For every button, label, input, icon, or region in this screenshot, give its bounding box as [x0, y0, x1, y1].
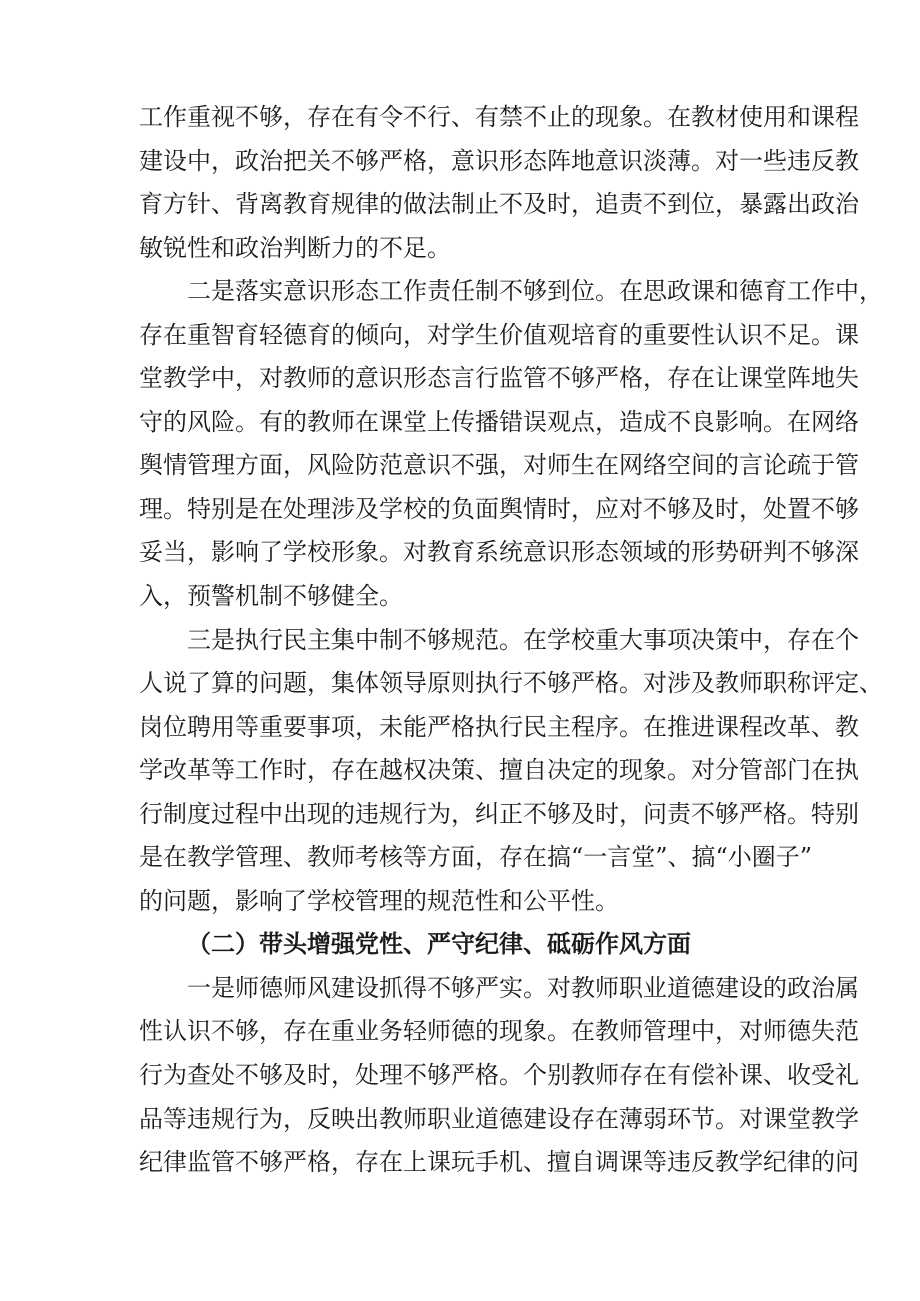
body-text-line: 性认识不够，存在重业务轻师德的现象。在教师管理中，对师德失范: [139, 1017, 859, 1046]
paragraph-start-line: 二是落实意识形态工作责任制不够到位。在思政课和德育工作中，: [187, 277, 883, 306]
body-text-line: 存在重智育轻德育的倾向，对学生价值观培育的重要性认识不足。课: [139, 320, 859, 349]
body-text-line: 人说了算的问题，集体领导原则执行不够严格。对涉及教师职称评定、: [139, 669, 883, 698]
paragraph-end-line: 敏锐性和政治判断力的不足。: [139, 233, 451, 262]
body-text-line: 守的风险。有的教师在课堂上传播错误观点，造成不良影响。在网络: [139, 407, 859, 436]
body-text-line: 育方针、背离教育规律的做法制止不及时，追责不到位，暴露出政治: [139, 190, 859, 219]
body-text-line: 舆情管理方面，风险防范意识不强，对师生在网络空间的言论疏于管: [139, 451, 859, 480]
paragraph-start-line: 一是师德师风建设抓得不够严实。对教师职业道德建设的政治属: [187, 973, 859, 1002]
body-text-line: 是在教学管理、教师考核等方面，存在搞“一言堂”、搞“小圈子”: [139, 843, 813, 872]
body-text-line: 建设中，政治把关不够严格，意识形态阵地意识淡薄。对一些违反教: [139, 146, 859, 175]
paragraph-end-line: 的问题，影响了学校管理的规范性和公平性。: [139, 886, 619, 915]
section-heading: （二）带头增强党性、严守纪律、砥砺作风方面: [187, 930, 691, 959]
document-body: [139, 96, 883, 1185]
body-text-line: 妥当，影响了学校形象。对教育系统意识形态领域的形势研判不够深: [139, 538, 859, 567]
body-text-line: 理。特别是在处理涉及学校的负面舆情时，应对不够及时，处置不够: [139, 494, 859, 523]
body-text-line: 品等违规行为，反映出教师职业道德建设存在薄弱环节。对课堂教学: [139, 1104, 859, 1133]
body-text-line: 行制度过程中出现的违规行为，纠正不够及时，问责不够严格。特别: [139, 799, 859, 828]
body-text-line: 行为查处不够及时，处理不够严格。个别教师存在有偿补课、收受礼: [139, 1061, 859, 1090]
paragraph-start-line: 三是执行民主集中制不够规范。在学校重大事项决策中，存在个: [187, 625, 859, 654]
paragraph-end-line: 入，预警机制不够健全。: [139, 582, 403, 611]
body-text-line: 堂教学中，对教师的意识形态言行监管不够严格，存在让课堂阵地失: [139, 364, 859, 393]
body-text-line: 岗位聘用等重要事项，未能严格执行民主程序。在推进课程改革、教: [139, 712, 859, 741]
body-text-line: 学改革等工作时，存在越权决策、擅自决定的现象。对分管部门在执: [139, 756, 859, 785]
body-text-line: 工作重视不够，存在有令不行、有禁不止的现象。在教材使用和课程: [139, 103, 859, 131]
body-text-line: 纪律监管不够严格，存在上课玩手机、擅自调课等违反教学纪律的问: [139, 1148, 859, 1177]
